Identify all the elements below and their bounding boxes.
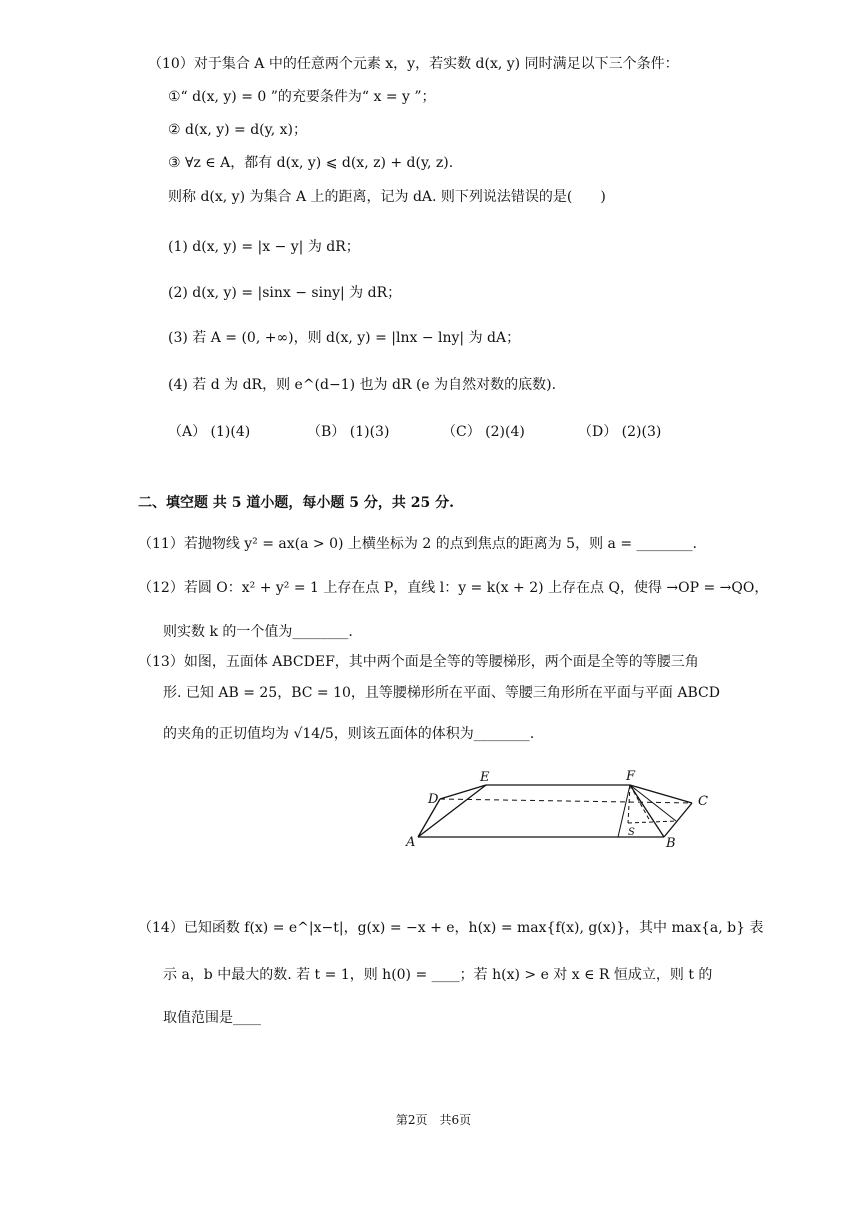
q11-text: （11）若抛物线 y² = ax(a > 0) 上横坐标为 2 的点到焦点的距离为 5，则 a = ________. bbox=[138, 536, 697, 552]
q13-line-3: 的夹角的正切值均为 √14/5，则该五面体的体积为________. bbox=[163, 726, 535, 742]
vertex-label-d: D bbox=[428, 792, 439, 807]
q14-line-2: 示 a，b 中最大的数. 若 t = 1，则 h(0) = ____；若 h(x) > e 对 x ∈ R 恒成立，则 t 的 bbox=[163, 967, 713, 983]
q13-line-1: （13）如图，五面体 ABCDEF，其中两个面是全等的等腰梯形，两个面是全等的等腰三角 bbox=[138, 654, 699, 670]
vertex-label-b: B bbox=[666, 836, 676, 851]
q10-option-c: （C） (2)(4) bbox=[442, 424, 525, 440]
q13-line-2: 形. 已知 AB = 25，BC = 10，且等腰梯形所在平面、等腰三角形所在平面与平面 ABCD bbox=[163, 685, 720, 701]
point-label-s: S bbox=[628, 827, 635, 838]
page-footer: 第2页 共6页 bbox=[395, 1113, 472, 1127]
vertex-label-c: C bbox=[698, 794, 708, 809]
q10-option-d: （D） (2)(3) bbox=[578, 424, 662, 440]
q10-statement-2: (2) d(x, y) = |sinx − siny| 为 dR； bbox=[168, 285, 402, 301]
q14-line-3: 取值范围是____ bbox=[163, 1010, 261, 1026]
q12-line-1: （12）若圆 O：x² + y² = 1 上存在点 P，直线 l：y = k(x + 2) 上存在点 Q，使得 →OP = →QO， bbox=[138, 580, 769, 596]
vertex-label-a: A bbox=[406, 835, 416, 850]
vertex-label-f: F bbox=[626, 769, 636, 784]
q10-condition-2: ② d(x, y) = d(y, x)； bbox=[168, 122, 307, 138]
q10-statement-3: (3) 若 A = (0, +∞)，则 d(x, y) = |lnx − lny| 为 dA； bbox=[168, 330, 521, 346]
q10-option-b: （B） (1)(3) bbox=[307, 424, 390, 440]
section-heading: 二、填空题 共 5 道小题，每小题 5 分，共 25 分. bbox=[138, 495, 454, 511]
q10-statement-4: (4) 若 d 为 dR，则 e^(d−1) 也为 dR (e 为自然对数的底数). bbox=[168, 377, 557, 393]
q10-condition-3: ③ ∀z ∈ A，都有 d(x, y) ⩽ d(x, z) + d(y, z). bbox=[168, 155, 454, 171]
q10-option-a: （A） (1)(4) bbox=[168, 424, 251, 440]
q14-line-1: （14）已知函数 f(x) = e^|x−t|，g(x) = −x + e，h(x) = max{f(x), g(x)}，其中 max{a, b} 表 bbox=[138, 920, 764, 936]
pentahedron-figure bbox=[400, 765, 720, 855]
q10-stem: （10）对于集合 A 中的任意两个元素 x，y，若实数 d(x, y) 同时满足以下三个条件： bbox=[148, 56, 679, 72]
q12-line-2: 则实数 k 的一个值为________. bbox=[163, 624, 353, 640]
q10-statement-1: (1) d(x, y) = |x − y| 为 dR； bbox=[168, 239, 360, 255]
q10-question: 则称 d(x, y) 为集合 A 上的距离，记为 dA. 则下列说法错误的是( ) bbox=[168, 189, 606, 205]
vertex-label-e: E bbox=[480, 770, 490, 785]
q10-condition-1: ①“ d(x, y) = 0 ”的充要条件为“ x = y ”； bbox=[168, 89, 436, 105]
